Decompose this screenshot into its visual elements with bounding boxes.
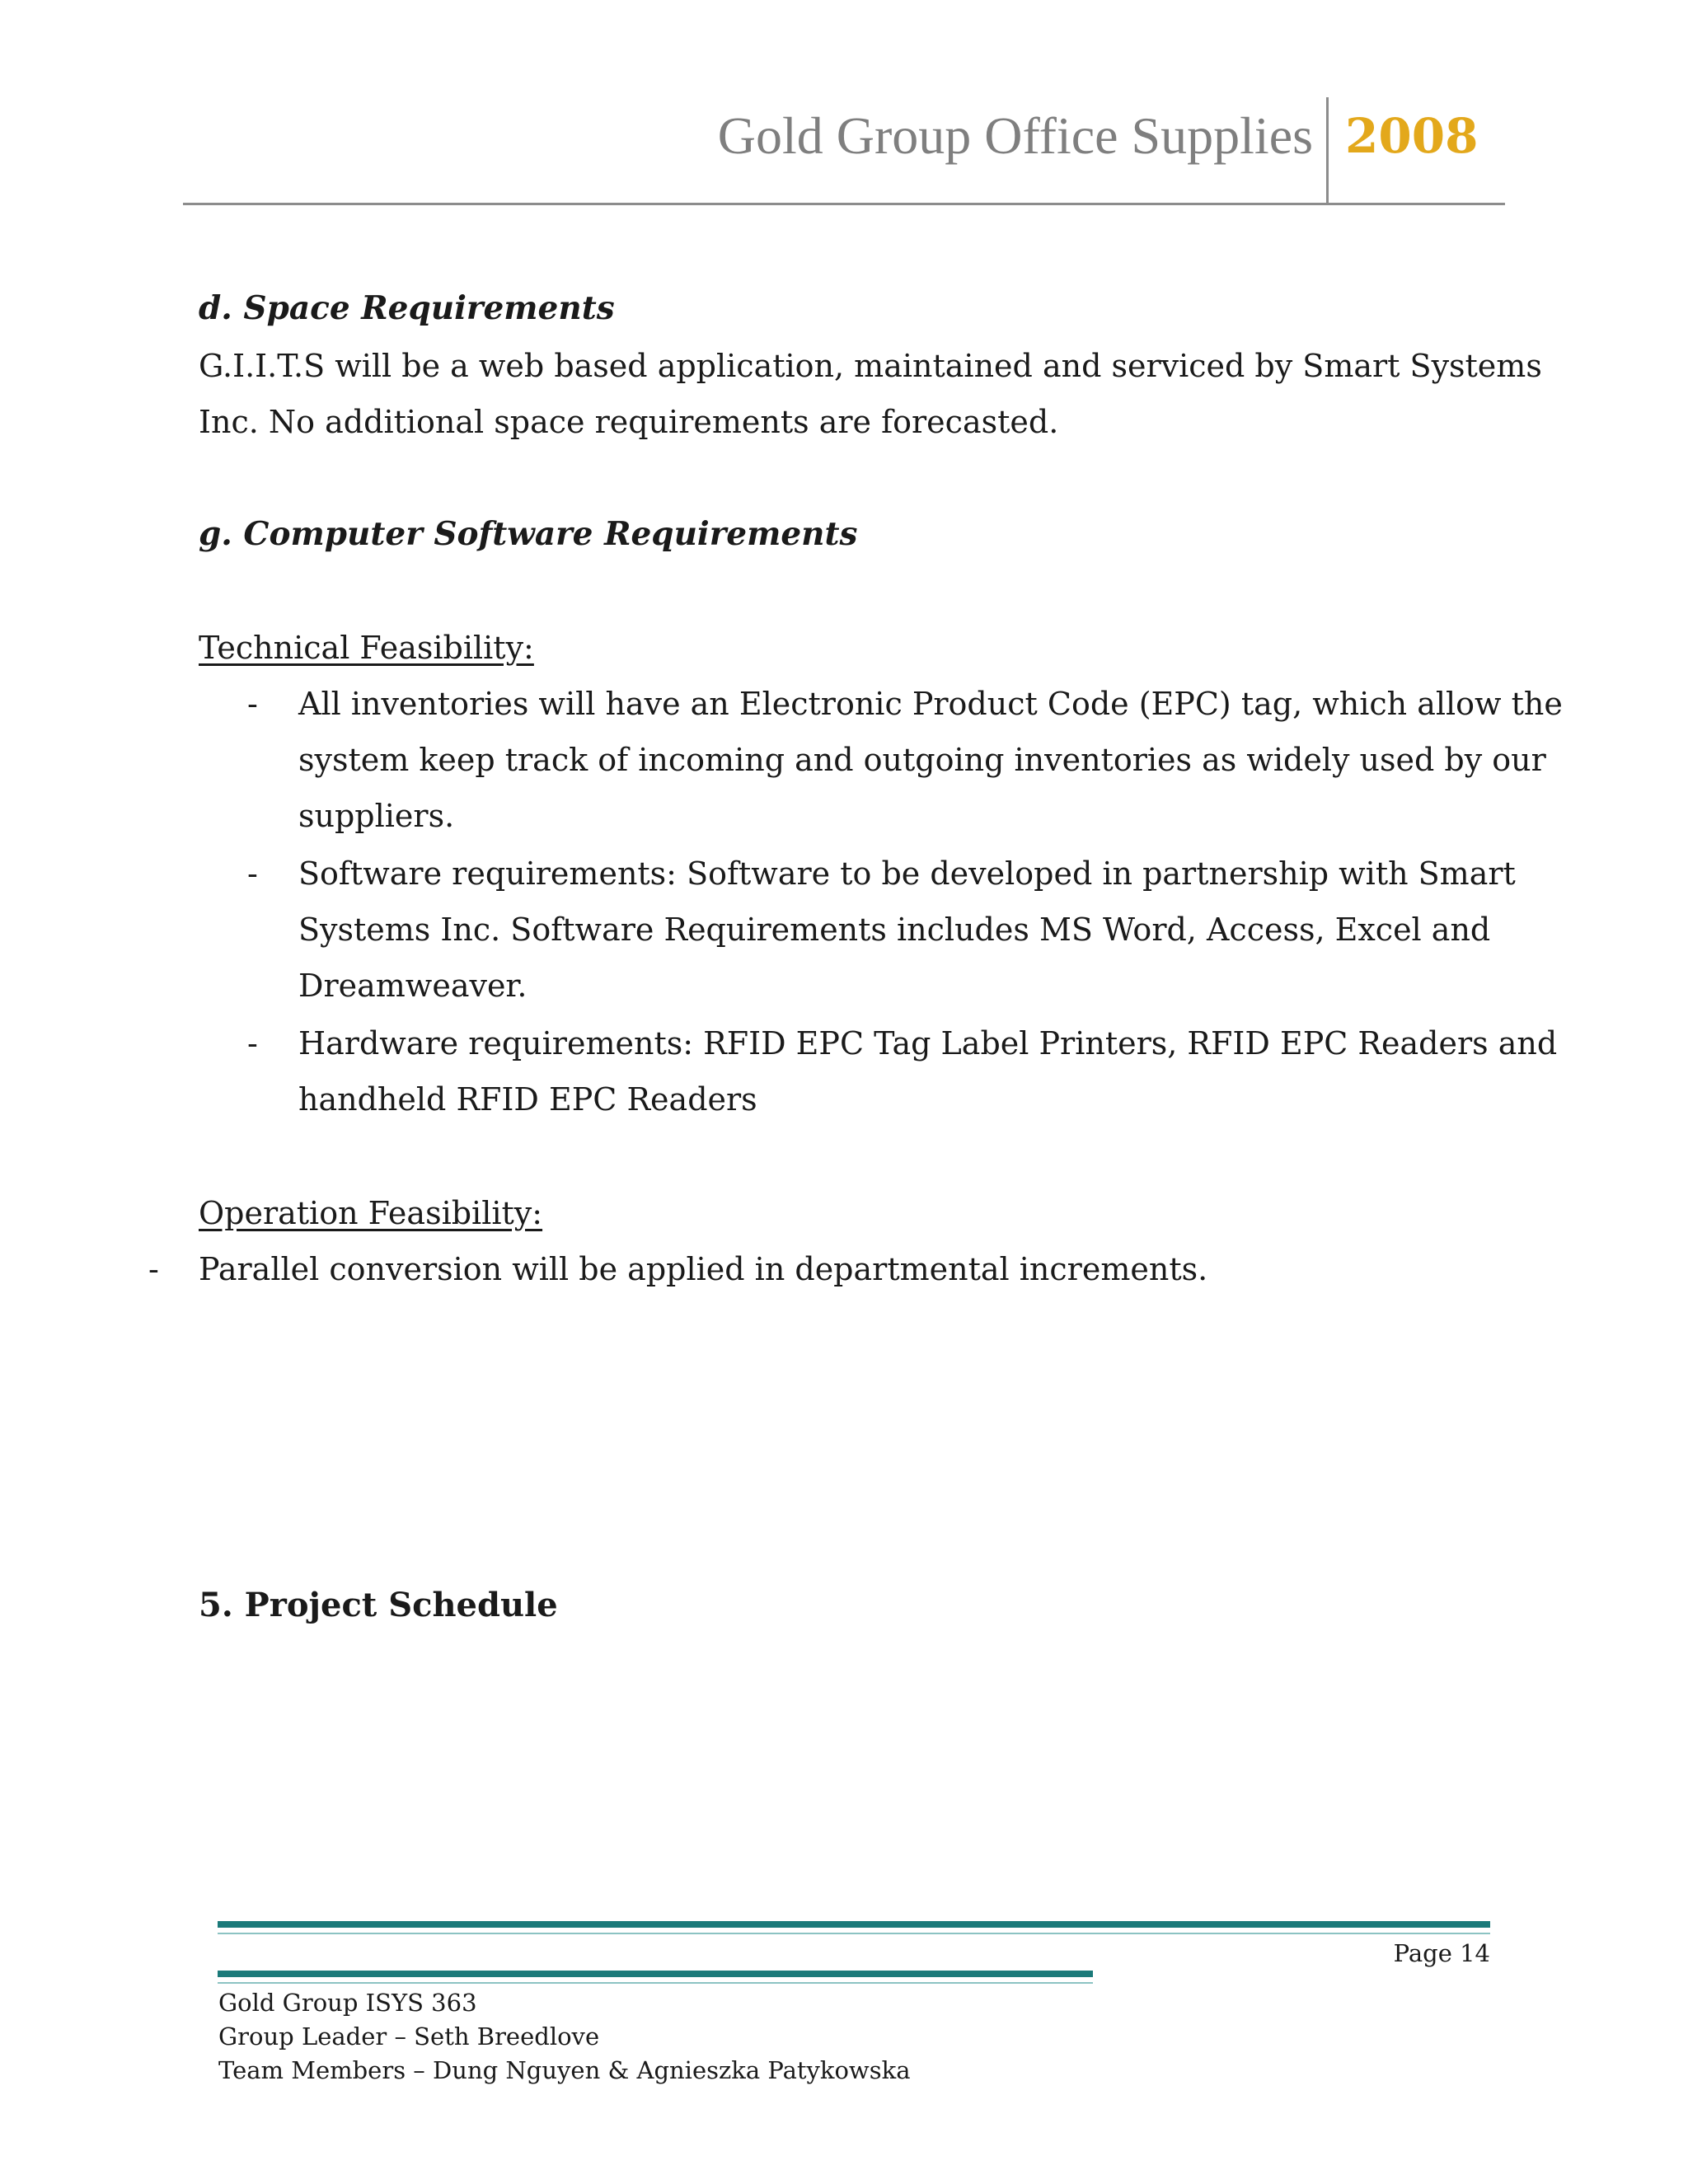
operation-feasibility-label: Operation Feasibility: [199, 1195, 543, 1231]
footer-rule-lower-thin [218, 1982, 1093, 1984]
bullet-line: Software requirements: Software to be developed in partnership with Smart [298, 855, 1516, 892]
space-requirements-heading: d. Space Requirements [199, 289, 615, 327]
paragraph-line: Inc. No additional space requirements are forecasted. [199, 404, 1059, 440]
bullet-line: handheld RFID EPC Readers [298, 1081, 757, 1118]
bullet-dash: - [148, 1251, 159, 1287]
bullet-line: Parallel conversion will be applied in departmental increments. [199, 1251, 1208, 1287]
page-number: Page 14 [1393, 1939, 1490, 1967]
bullet-line: All inventories will have an Electronic Product Code (EPC) tag, which allow the [298, 686, 1563, 722]
bullet-dash: - [247, 855, 258, 892]
header-year: 2008 [1345, 108, 1479, 164]
project-schedule-heading: 5. Project Schedule [199, 1586, 558, 1624]
footer-line: Gold Group ISYS 363 [218, 1989, 477, 2017]
bullet-line: Systems Inc. Software Requirements includes MS Word, Access, Excel and [298, 912, 1491, 948]
bullet-line: suppliers. [298, 798, 455, 834]
software-requirements-heading: g. Computer Software Requirements [199, 515, 858, 553]
header-rule [183, 203, 1505, 205]
bullet-dash: - [247, 686, 258, 722]
footer-rule-lower [218, 1971, 1093, 1977]
paragraph-line: G.I.I.T.S will be a web based application, maintained and serviced by Smart Systems [199, 348, 1542, 384]
bullet-line: system keep track of incoming and outgoing inventories as widely used by our [298, 742, 1546, 778]
technical-feasibility-label: Technical Feasibility: [199, 630, 534, 666]
footer-line: Team Members – Dung Nguyen & Agnieszka Patykowska [218, 2056, 911, 2084]
bullet-dash: - [247, 1025, 258, 1062]
footer-line: Group Leader – Seth Breedlove [218, 2022, 600, 2050]
header-title: Gold Group Office Supplies [717, 106, 1313, 165]
footer-rule-upper-thin [218, 1933, 1490, 1934]
footer-rule-upper [218, 1921, 1490, 1928]
header-divider [1326, 97, 1329, 204]
bullet-line: Hardware requirements: RFID EPC Tag Label Printers, RFID EPC Readers and [298, 1025, 1558, 1062]
bullet-line: Dreamweaver. [298, 968, 528, 1004]
